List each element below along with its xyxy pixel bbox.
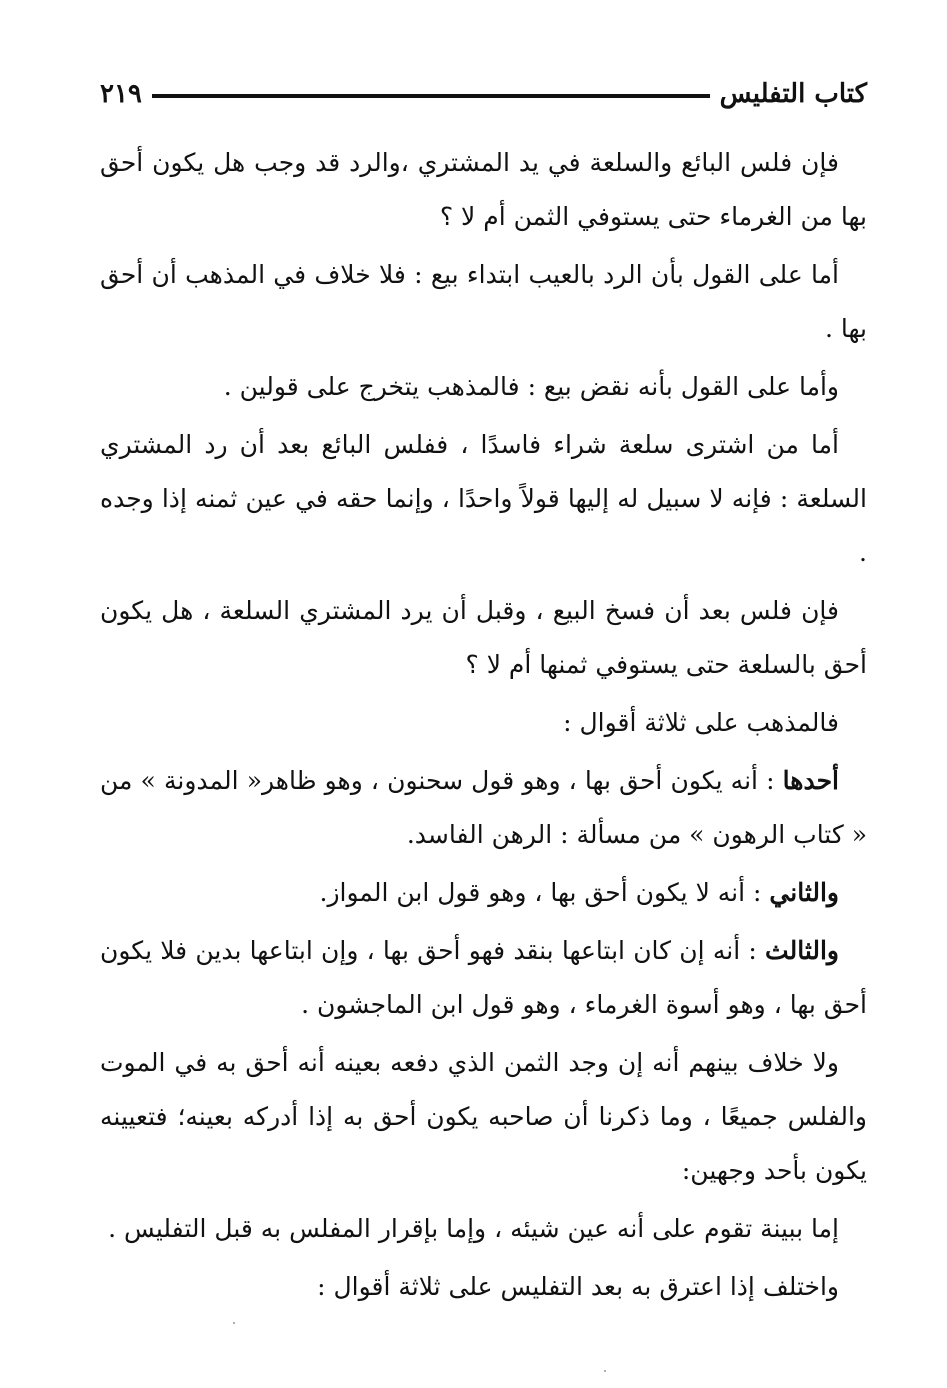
- paragraph: [100, 1260, 867, 1314]
- paragraph: [100, 360, 867, 414]
- paragraph: [100, 696, 867, 750]
- paragraph-lead: والثاني: [769, 878, 839, 907]
- chapter-title: كتاب التفليس: [719, 79, 867, 109]
- page-body: [100, 136, 867, 1318]
- paragraph: [100, 248, 867, 356]
- paragraph-text: أما من اشترى سلعة شراء فاسدًا ، ففلس البائع بعد أن رد المشتري السلعة : فإنه لا سبيل له إليها قولاً واحدًا ، وإنما حقه في عين ثمنه إذا وجده .: [100, 430, 867, 567]
- paragraph: [100, 924, 867, 1032]
- paragraph: [100, 584, 867, 692]
- paragraph-text: : أنه لا يكون أحق بها ، وهو قول ابن المواز.: [319, 878, 770, 907]
- paragraph: [100, 1036, 867, 1198]
- paragraph-text: وأما على القول بأنه نقض بيع : فالمذهب يتخرج على قولين .: [223, 372, 839, 401]
- paragraph: [100, 136, 867, 244]
- paragraph-text: إما ببينة تقوم على أنه عين شيئه ، وإما بإقرار المفلس به قبل التفليس .: [108, 1214, 839, 1243]
- paragraph: [100, 866, 867, 920]
- paragraph-text: فإن فلس البائع والسلعة في يد المشتري ،والرد قد وجب هل يكون أحق بها من الغرماء حتى يستوفي الثمن أم لا ؟: [100, 148, 867, 231]
- paragraph: [100, 418, 867, 580]
- scan-speck: [604, 1370, 606, 1372]
- paragraph-lead: والثالث: [765, 936, 839, 965]
- page-number: ٢١٩: [100, 79, 142, 109]
- paragraph-text: : أنه يكون أحق بها ، وهو قول سحنون ، وهو ظاهر« المدونة » من « كتاب الرهون » من مسألة : الرهن الفاسد.: [100, 766, 867, 849]
- paragraph-text: فإن فلس بعد أن فسخ البيع ، وقبل أن يرد المشتري السلعة ، هل يكون أحق بالسلعة حتى يستوفي ثمنها أم لا ؟: [100, 596, 867, 679]
- paragraph-text: : أنه إن كان ابتاعها بنقد فهو أحق بها ، وإن ابتاعها بدين فلا يكون أحق بها ، وهو أسوة الغرماء ، وهو قول ابن الماجشون .: [100, 936, 867, 1019]
- paragraph: [100, 1202, 867, 1256]
- paragraph-text: فالمذهب على ثلاثة أقوال :: [563, 708, 839, 737]
- paragraph-lead: أحدها: [782, 766, 839, 795]
- header-rule: [152, 94, 710, 98]
- paragraph-text: واختلف إذا اعترق به بعد التفليس على ثلاثة أقوال :: [317, 1272, 839, 1301]
- paragraph-text: أما على القول بأن الرد بالعيب ابتداء بيع : فلا خلاف في المذهب أن أحق بها .: [100, 260, 867, 343]
- page-header: [100, 74, 867, 114]
- paragraph: [100, 754, 867, 862]
- paragraph-text: ولا خلاف بينهم أنه إن وجد الثمن الذي دفعه بعينه أنه أحق به في الموت والفلس جميعًا ، وما ذكرنا أن صاحبه يكون أحق به إذا أدركه بعينه؛ فتعيينه يكون بأحد وجهين:: [100, 1048, 867, 1185]
- scan-speck: [233, 1322, 235, 1324]
